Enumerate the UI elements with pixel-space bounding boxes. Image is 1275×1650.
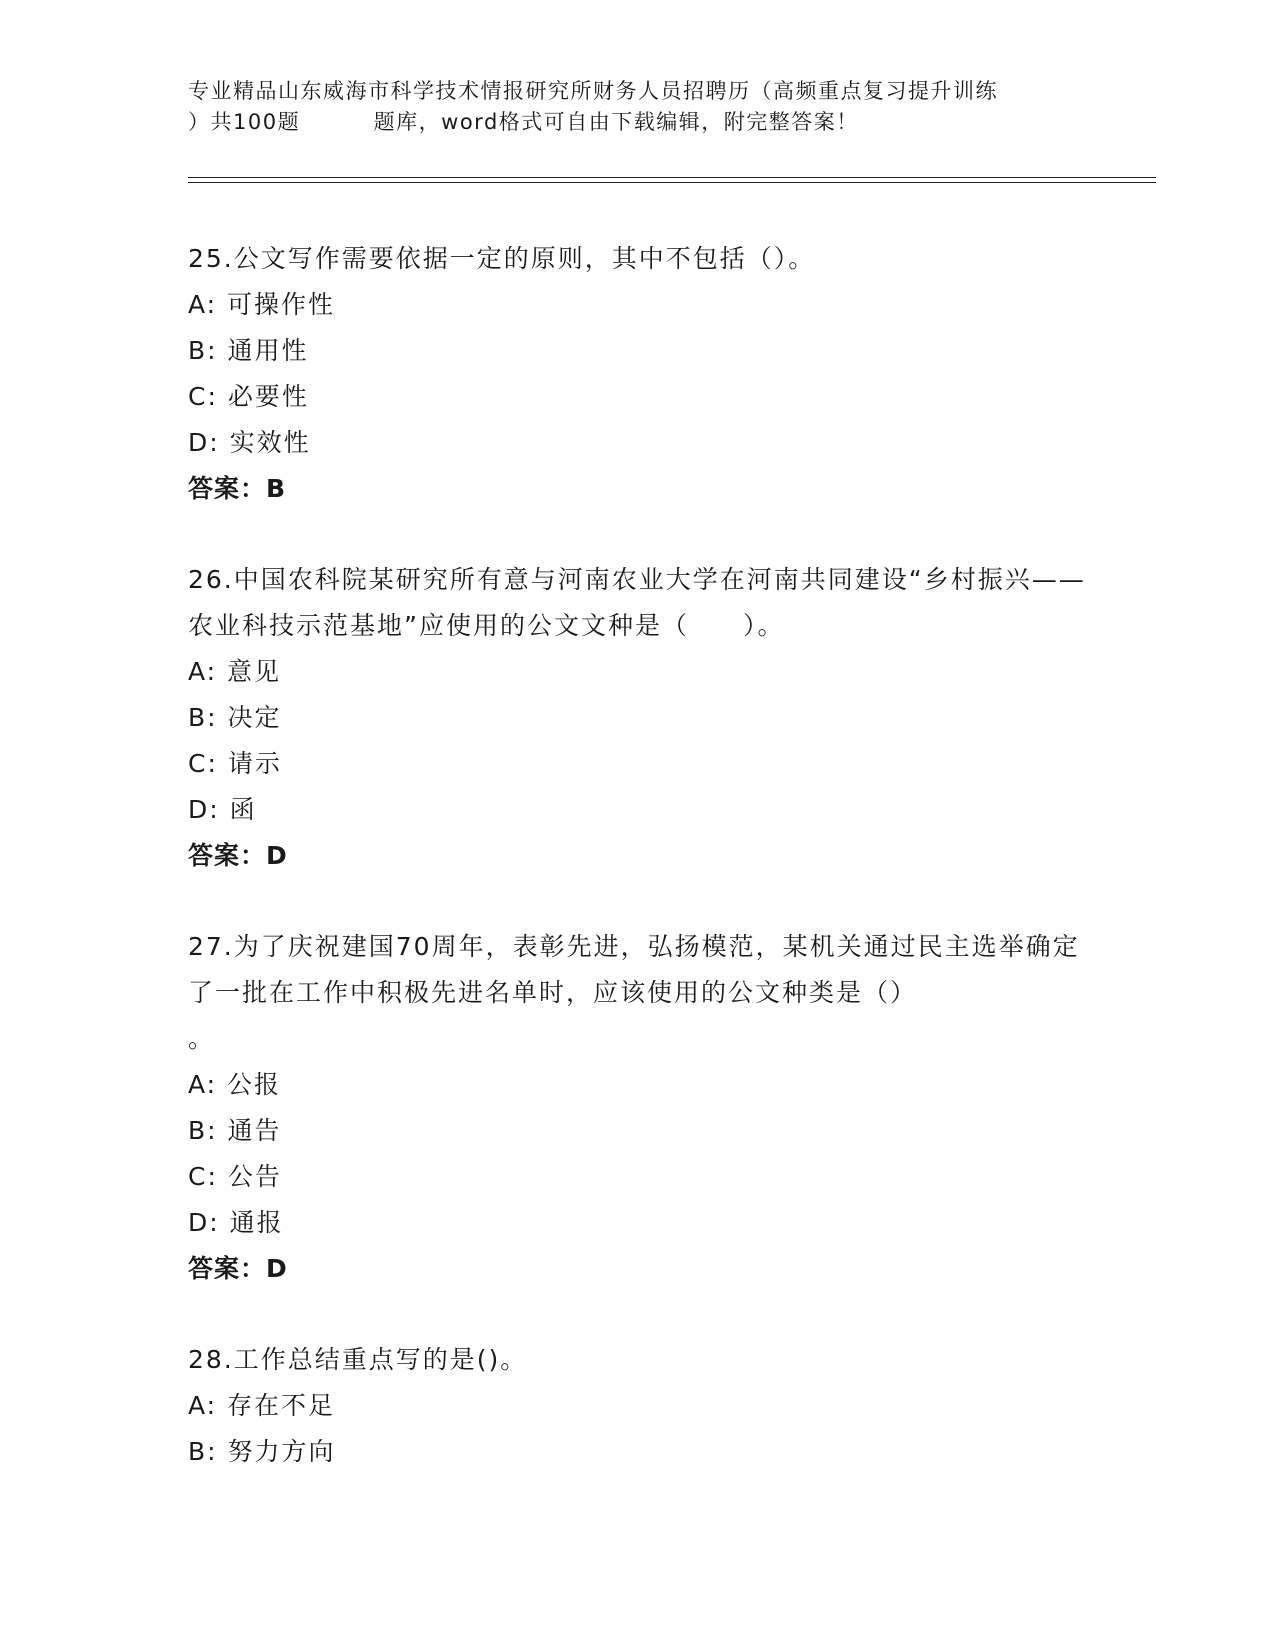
question-stem: 28.工作总结重点写的是()。 — [188, 1345, 528, 1374]
option-a: A: 存在不足 — [188, 1391, 336, 1420]
question-28 — [188, 1337, 1088, 1475]
question-list — [188, 236, 1088, 1520]
question-27 — [188, 924, 1088, 1292]
answer: 答案：B — [188, 474, 287, 503]
option-a: A: 公报 — [188, 1070, 282, 1099]
header-title-line-1: 专业精品山东威海市科学技术情报研究所财务人员招聘历（高频重点复习提升训练 — [188, 79, 998, 103]
option-b: B: 通告 — [188, 1116, 282, 1145]
question-25 — [188, 236, 1088, 512]
option-c: C: 请示 — [188, 749, 282, 778]
header-divider-bottom — [188, 182, 1156, 183]
option-c: C: 公告 — [188, 1162, 282, 1191]
answer: 答案：D — [188, 1254, 288, 1283]
header-divider-top — [188, 177, 1156, 178]
question-26 — [188, 557, 1088, 879]
option-a: A: 意见 — [188, 657, 282, 686]
option-a: A: 可操作性 — [188, 290, 336, 319]
option-d: D: 通报 — [188, 1208, 284, 1237]
option-b: B: 决定 — [188, 703, 282, 732]
option-b: B: 通用性 — [188, 336, 309, 365]
question-stem: 26.中国农科院某研究所有意与河南农业大学在河南共同建设“乡村振兴——农业科技示范基地”应使用的公文文种是（ ）。 — [188, 565, 1086, 640]
option-b: B: 努力方向 — [188, 1437, 336, 1466]
header-title-line-2: ）共100题 题库，word格式可自由下载编辑，附完整答案！ — [188, 110, 859, 134]
option-c: C: 必要性 — [188, 382, 309, 411]
question-stem: 25.公文写作需要依据一定的原则，其中不包括（）。 — [188, 244, 816, 273]
question-stem: 27.为了庆祝建国70周年，表彰先进，弘扬模范，某机关通过民主选举确定了一批在工作中积极先进名单时，应该使用的公文种类是（） 。 — [188, 932, 1080, 1053]
document-header — [188, 76, 1098, 138]
option-d: D: 实效性 — [188, 428, 311, 457]
option-d: D: 函 — [188, 795, 257, 824]
answer: 答案：D — [188, 841, 288, 870]
